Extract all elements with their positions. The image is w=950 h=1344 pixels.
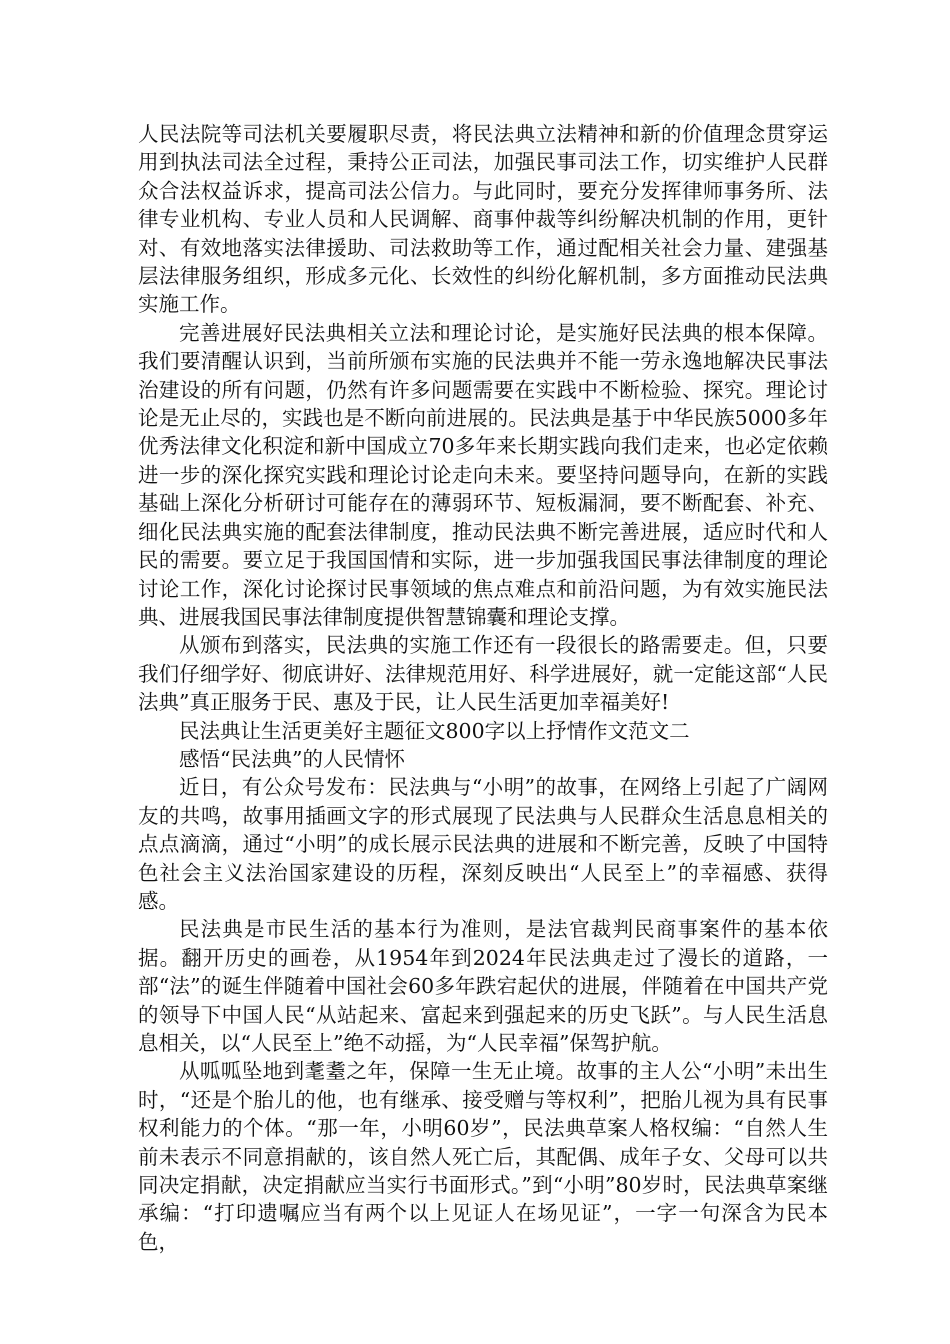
paragraph-xiaoming-story: 近日，有公众号发布：民法典与“小明”的故事，在网络上引起了广阔网友的共鸣，故事用插画文字的形式展现了民法典与人民群众生活息息相关的点点滴滴，通过“小明”的成长展示民法典的进展和不断完善，反映了中国特色社会主义法治国家建设的历程，深刻反映出“人民至上”的幸福感、获得感。 (138, 775, 828, 913)
paragraph-civil-code-history: 民法典是市民生活的基本行为准则，是法官裁判民商事案件的基本依据。翻开历史的画卷，从1954年到2024年民法典走过了漫长的道路，一部“法”的诞生伴随着中国社会60多年跌宕起伏的进展，伴随着在中国共产党的领导下中国人民“从站起来、富起来到强起来的历史飞跃”。与人民生活息息相关，以“人民至上”绝不动摇，为“人民幸福”保驾护航。 (138, 917, 828, 1055)
paragraph-lifetime-protection: 从呱呱坠地到耄耋之年，保障一生无止境。故事的主人公“小明”未出生时，“还是个胎儿的他，也有继承、接受赠与等权利”，把胎儿视为具有民事权利能力的个体。“那一年，小明60岁”，民法典草案人格权编：“自然人生前未表示不同意捐献的，该自然人死亡后，其配偶、成年子女、父母可以共同决定捐献，决定捐献应当实行书面形式。”到“小明”80岁时，民法典草案继承编：“打印遗嘱应当有两个以上见证人在场见证”，一字一句深含为民本色， (138, 1059, 828, 1254)
document-body (138, 120, 828, 1256)
paragraph-implementation-road: 从颁布到落实，民法典的实施工作还有一段很长的路需要走。但，只要我们仔细学好、彻底讲好、法律规范用好、科学进展好，就一定能这部“人民法典”真正服务于民、惠及于民，让人民生活更加幸福美好! (138, 633, 828, 715)
paragraph-judicial-duty: 人民法院等司法机关要履职尽责，将民法典立法精神和新的价值理念贯穿运用到执法司法全过程，秉持公正司法，加强民事司法工作，切实维护人民群众合法权益诉求，提高司法公信力。与此同时，要充分发挥律师事务所、法律专业机构、专业人员和人民调解、商事仲裁等纠纷解决机制的作用，更针对、有效地落实法律援助、司法救助等工作，通过配相关社会力量、建强基层法律服务组织，形成多元化、长效性的纠纷化解机制，多方面推动民法典实施工作。 (138, 122, 828, 317)
essay-subtitle: 感悟“民法典”的人民情怀 (179, 746, 405, 771)
paragraph-legislation-theory: 完善进展好民法典相关立法和理论讨论，是实施好民法典的根本保障。我们要清醒认识到，当前所颁布实施的民法典并不能一劳永逸地解决民事法治建设的所有问题，仍然有许多问题需要在实践中不断检验、探究。理论讨论是无止尽的，实践也是不断向前进展的。民法典是基于中华民族5000多年优秀法律文化积淀和新中国成立70多年来长期实践向我们走来，也必定依赖进一步的深化探究实践和理论讨论走向未来。要坚持问题导向，在新的实践基础上深化分析研讨可能存在的薄弱环节、短板漏洞，要不断配套、补充、细化民法典实施的配套法律制度，推动民法典不断完善进展，适应时代和人民的需要。要立足于我国国情和实际，进一步加强我国民事法律制度的理论讨论工作，深化讨论探讨民事领域的焦点难点和前沿问题，为有效实施民法典、进展我国民事法律制度提供智慧锦囊和理论支撑。 (138, 320, 828, 629)
essay-title: 民法典让生活更美好主题征文800字以上抒情作文范文二 (179, 718, 690, 743)
